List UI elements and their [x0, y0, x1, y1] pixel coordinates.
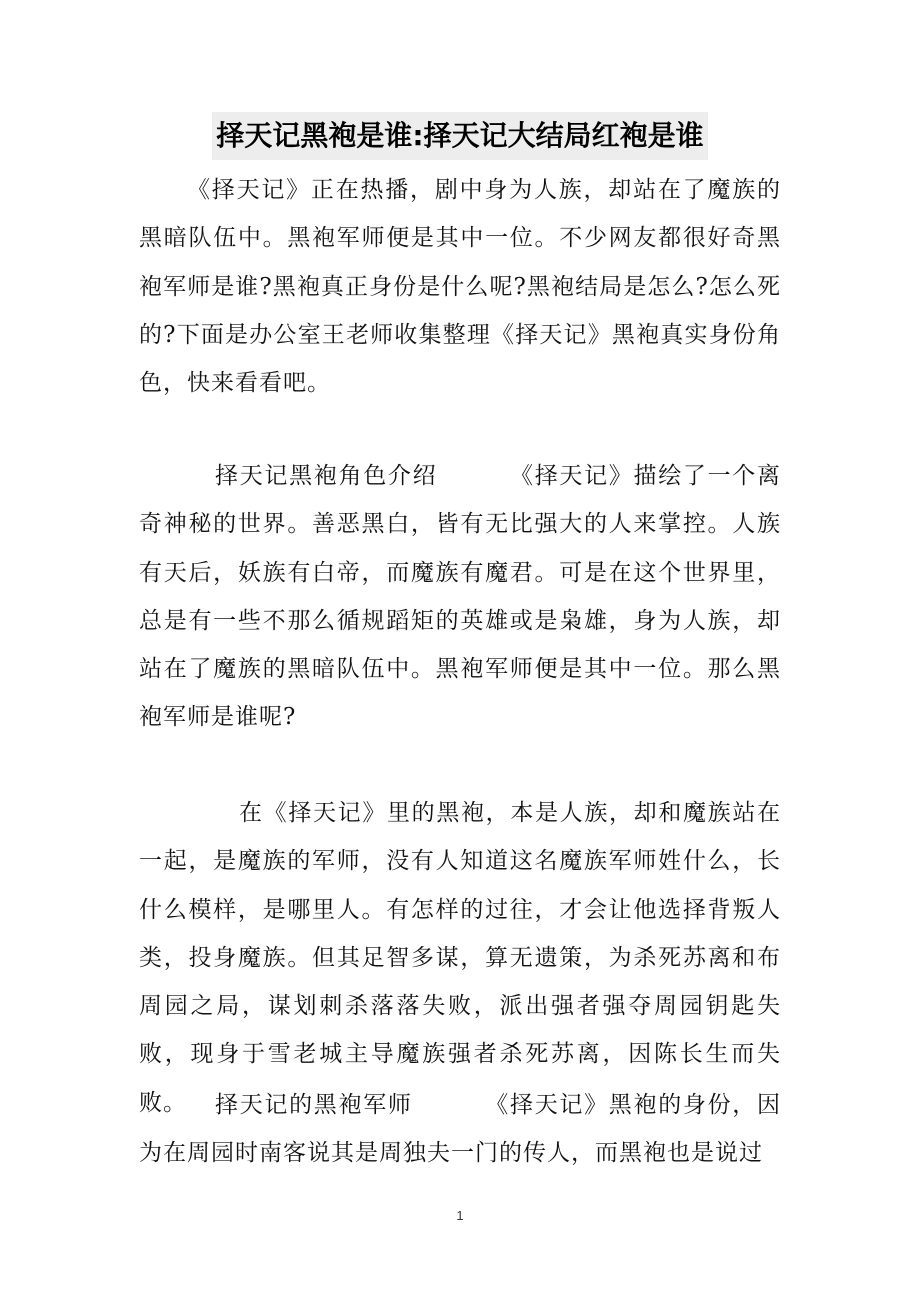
document-title-text: 择天记黑袍是谁:择天记大结局红袍是谁: [212, 112, 707, 160]
paragraph-character-intro-body: 《择天记》描绘了一个离奇神秘的世界。善恶黑白，皆有无比强大的人来掌控。人族有天后，妖族有白帝，而魔族有魔君。可是在这个世界里，总是有一些不那么循规蹈矩的英雄或是枭雄，身为人族，却站在了魔族的黑暗队伍中。黑袍军师便是其中一位。那么黑袍军师是谁呢?: [139, 463, 782, 731]
section-heading-black-robe-advisor: 择天记的黑袍军师: [215, 1092, 413, 1118]
paragraph-character-intro: [139, 452, 781, 742]
document-title: [0, 112, 920, 160]
paragraph-black-robe-story: 在《择天记》里的黑袍，本是人族，却和魔族站在一起，是魔族的军师，没有人知道这名魔族军师姓什么，长什么模样，是哪里人。有怎样的过往，才会让他选择背叛人类，投身魔族。但其足智多谋，算无遗策，为杀死苏离和布周园之局，谋划刺杀落落失败，派出强者强夺周园钥匙失败，现身于雪老城主导魔族强者杀死苏离，因陈长生而失败。: [139, 800, 781, 1116]
paragraph-black-robe-advisor-body: 《择天记》黑袍的身份，因为在周园时南客说其是周独夫一门的传人，而黑袍也是说过: [139, 1092, 782, 1167]
page-number: 1: [456, 1208, 464, 1223]
section-heading-character-intro: 择天记黑袍角色介绍: [215, 463, 438, 489]
paragraph-black-robe-advisor: [139, 1081, 781, 1178]
paragraph-intro: 《择天记》正在热播，剧中身为人族，却站在了魔族的黑暗队伍中。黑袍军师便是其中一位。不少网友都很好奇黑袍军师是谁?黑袍真正身份是什么呢?黑袍结局是怎么?怎么死的?下面是办公室王老师收集整理《择天记》黑袍真实身份角色，快来看看吧。: [139, 177, 781, 397]
